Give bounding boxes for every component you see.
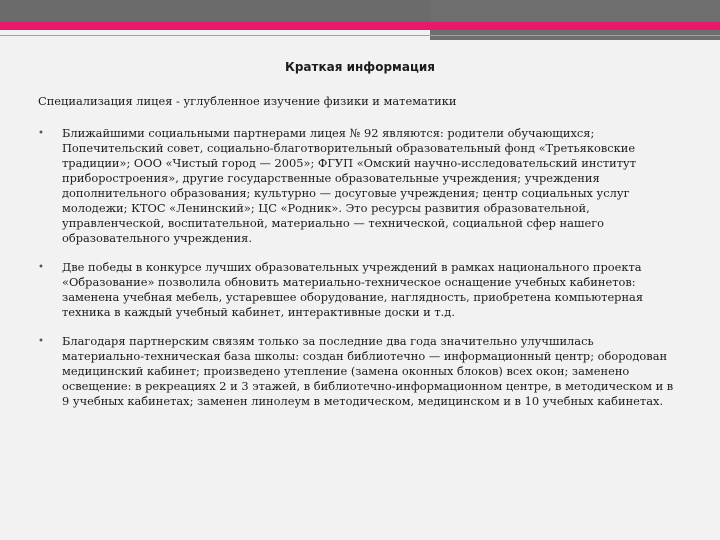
list-item [38, 126, 678, 246]
slide-title: Краткая информация [285, 60, 435, 74]
list-item [38, 260, 678, 320]
bullet-icon: • [38, 336, 44, 347]
accent-line [0, 35, 720, 36]
bullet-text: Ближайшими социальными партнерами лицея № 92 являются: родители обучающихся; Попечительский совет, социально-благотворительный образовательный фонд «Третьяковские традиции»; ООО «Чистый город — 2005»; ФГУП «Омский научно-исследовательский институт приборостроения», другие государственные образовательные учреждения; учреждения дополнительного образования; культурно — досуговые учреждения; центр социальных услуг молодежи; КТОС «Ленинский»; ЦС «Родник». Это ресурсы развития образовательной, управленческой, воспитательной, материально — технической, социальной сфер нашего образовательного учреждения. [62, 126, 637, 245]
bullet-text: Две победы в конкурсе лучших образовательных учреждений в рамках национального проекта «Образование» позволила обновить материально-техническое оснащение учебных кабинетов: заменена учебная мебель, устаревшее оборудование, наглядность, приобретена компьютерная техника в каждый учебный кабинет, интерактивные доски и т.д. [62, 260, 644, 319]
bullet-icon: • [38, 128, 44, 139]
intro-text: Специализация лицея - углубленное изучение физики и математики [38, 94, 457, 108]
bullet-list [38, 126, 678, 423]
accent-stripe [0, 22, 720, 30]
header-band-block [430, 0, 720, 40]
list-item [38, 334, 678, 409]
bullet-text: Благодаря партнерским связям только за последние два года значительно улучшилась материально-техническая база школы: создан библиотечно — информационный центр; обородован медицинский кабинет; произведено утепление (замена оконных блоков) всех окон; заменено освещение: в рекреациях 2 и 3 этажей, в библиотечно-информационном центре, в методическом и в 9 учебных кабинетах; заменен линолеум в методическом, медицинском и в 10 учебных кабинетах. [62, 334, 674, 408]
bullet-icon: • [38, 262, 44, 273]
